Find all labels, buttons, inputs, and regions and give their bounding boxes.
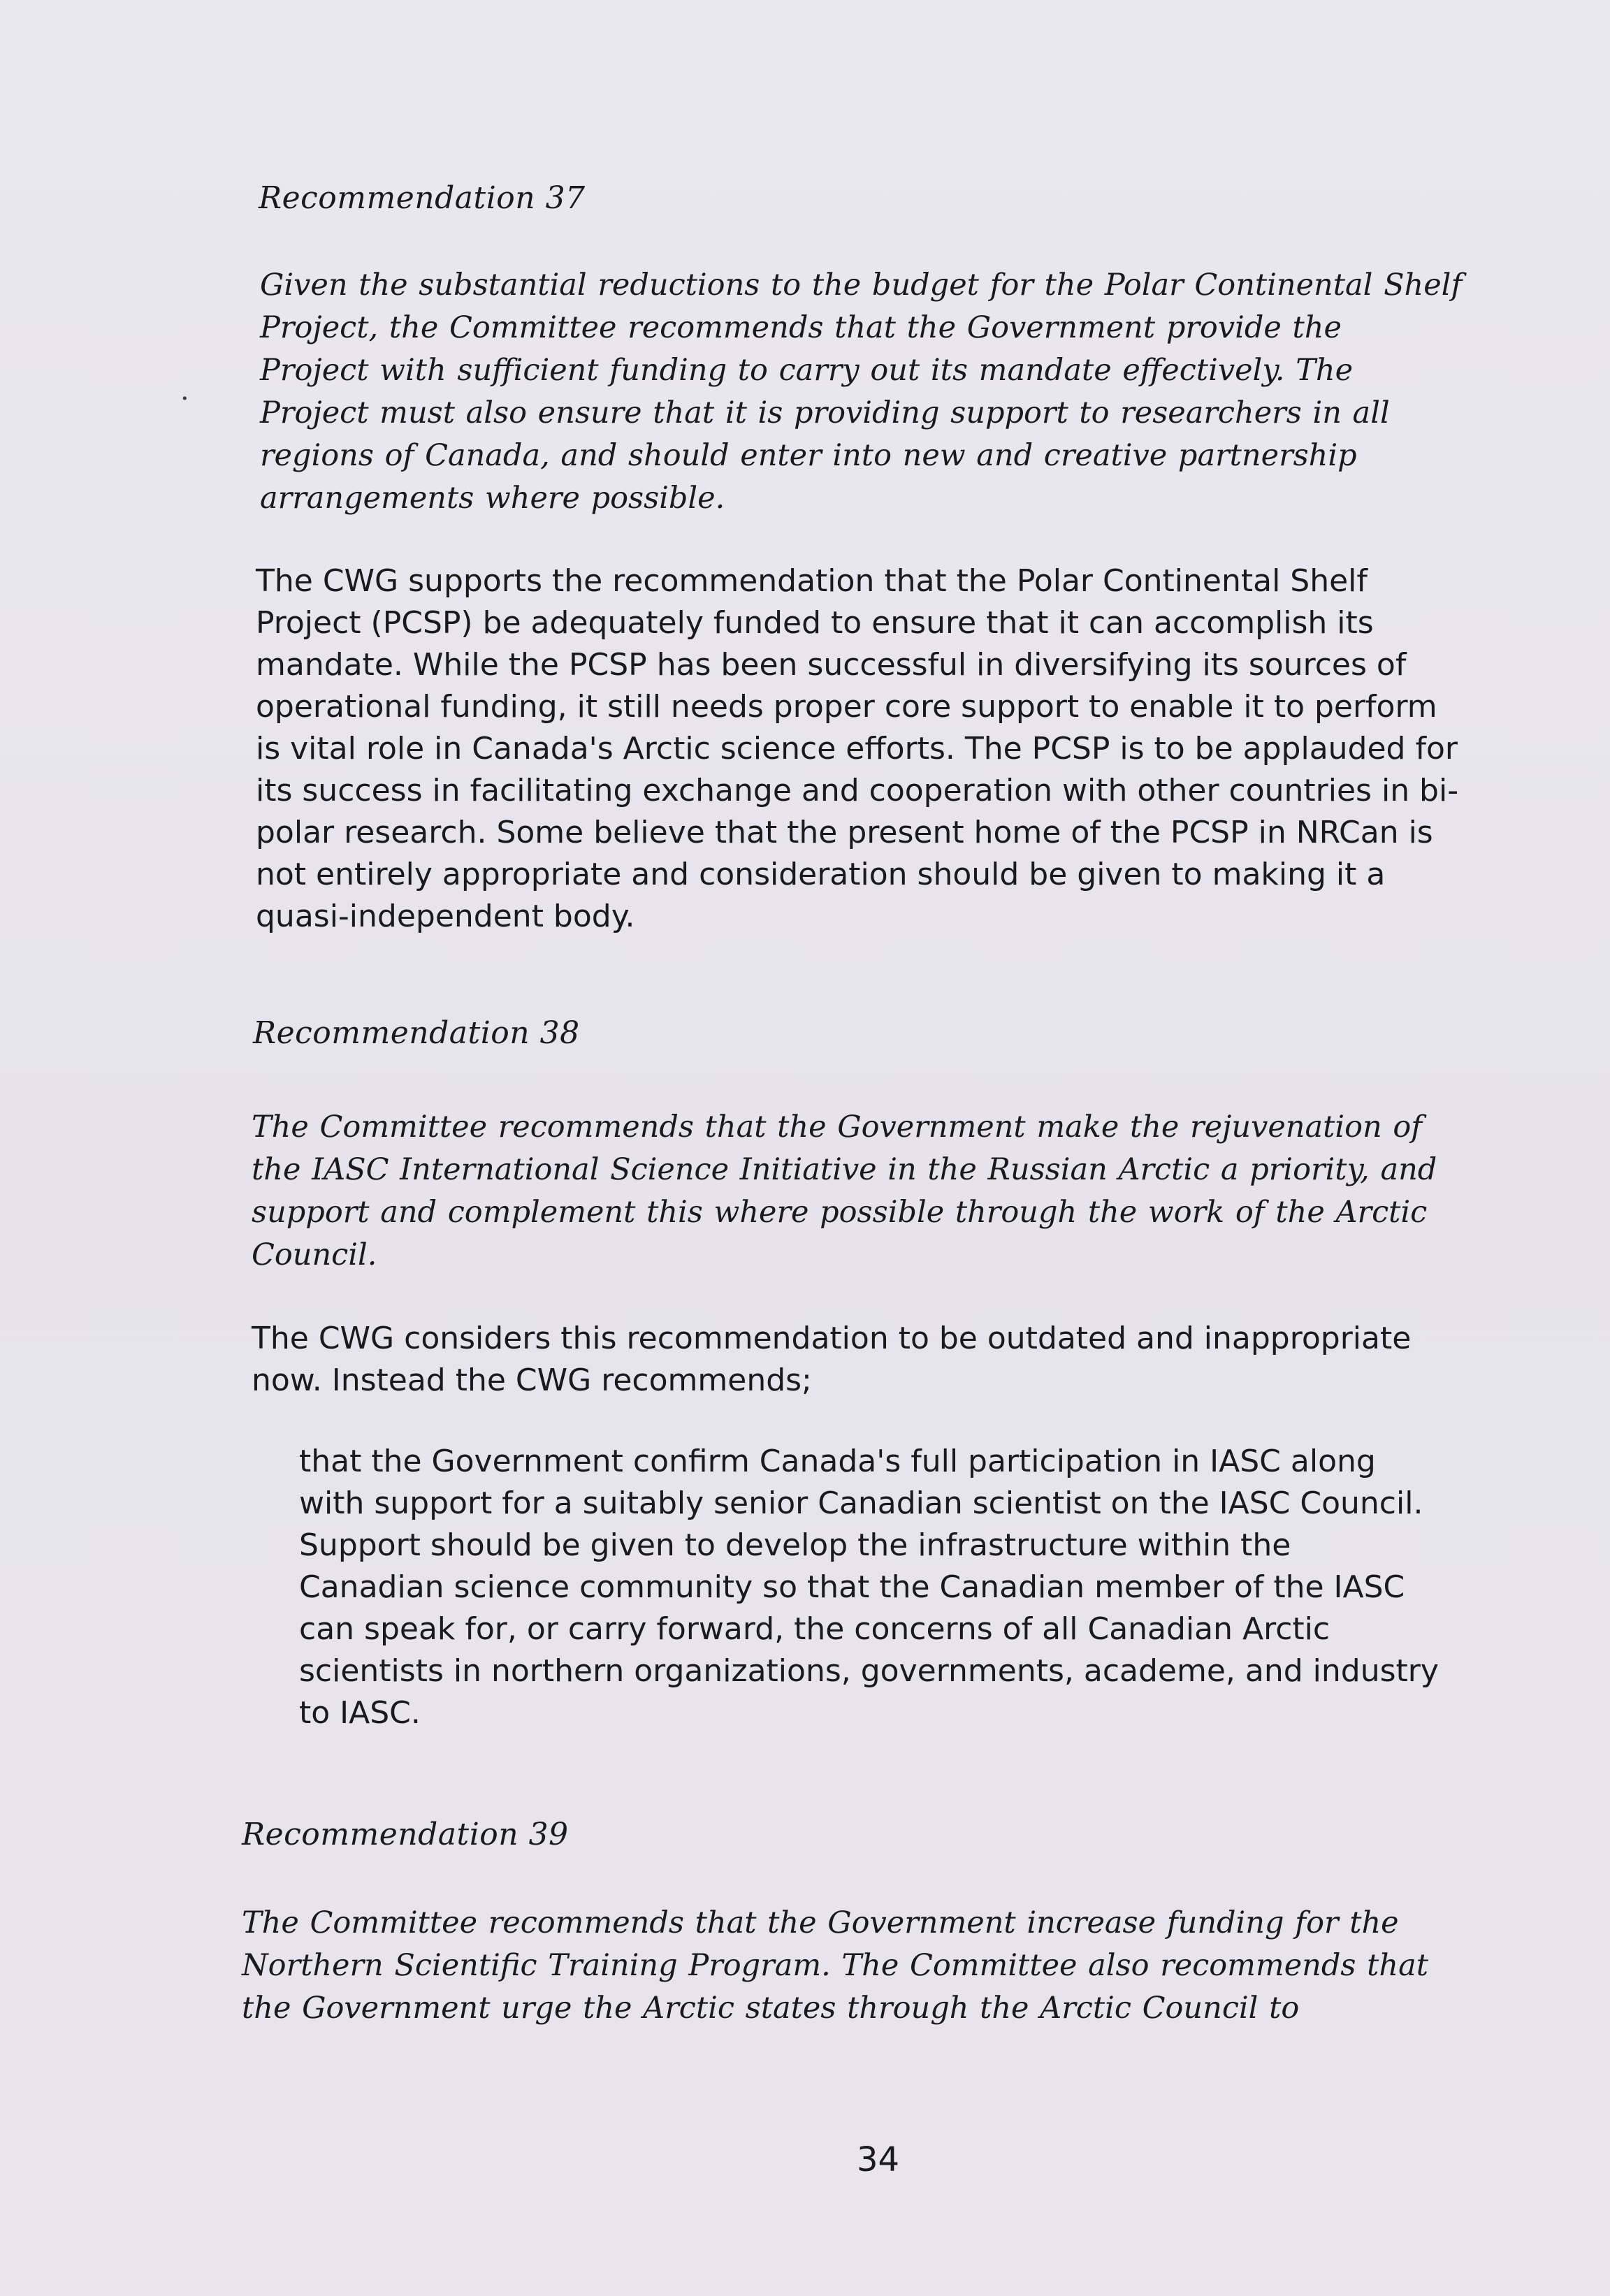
recommendation-39-heading: Recommendation 39 (242, 1817, 569, 1852)
cwg-response-38 (252, 1318, 1536, 1402)
text-line: support and complement this where possible through the work of the Arctic (252, 1195, 1428, 1230)
text-line: Council. (252, 1237, 377, 1272)
recommendation-38-text (252, 1106, 1534, 1277)
text-line: The Committee recommends that the Government increase funding for the (242, 1905, 1399, 1940)
cwg-response-37 (256, 560, 1539, 938)
text-line: The CWG supports the recommendation that the Polar Continental Shelf (256, 563, 1368, 599)
recommendation-37-text (260, 264, 1542, 520)
text-line: can speak for, or carry forward, the concerns of all Canadian Arctic (299, 1611, 1330, 1647)
text-line: that the Government confirm Canada's full participation in IASC along (299, 1444, 1376, 1479)
page-number: 34 (857, 2140, 900, 2179)
text-line: The CWG considers this recommendation to be outdated and inappropriate (252, 1321, 1412, 1356)
text-line: operational funding, it still needs proper core support to enable it to perform (256, 689, 1437, 725)
cwg-recommendation-indented (299, 1441, 1532, 1734)
text-line: Support should be given to develop the infrastructure within the (299, 1527, 1291, 1563)
text-line: scientists in northern organizations, governments, academe, and industry (299, 1653, 1439, 1689)
text-line: with support for a suitably senior Canadian scientist on the IASC Council. (299, 1485, 1423, 1521)
text-line: the Government urge the Arctic states through the Arctic Council to (242, 1991, 1300, 2026)
margin-dot: · (180, 383, 189, 415)
text-line: Given the substantial reductions to the budget for the Polar Continental Shelf (260, 268, 1463, 303)
text-line: is vital role in Canada's Arctic science efforts. The PCSP is to be applauded for (256, 731, 1458, 766)
text-line: polar research. Some believe that the present home of the PCSP in NRCan is (256, 815, 1433, 850)
text-line: Project (PCSP) be adequately funded to ensure that it can accomplish its (256, 605, 1374, 641)
text-line: to IASC. (299, 1695, 421, 1731)
text-line: Project, the Committee recommends that the Government provide the (260, 310, 1342, 345)
text-line: Project must also ensure that it is providing support to researchers in all (260, 395, 1390, 430)
text-line: Northern Scientific Training Program. The Committee also recommends that (242, 1948, 1428, 1983)
text-line: Project with sufficient funding to carry out its mandate effectively. The (260, 353, 1354, 388)
text-line: now. Instead the CWG recommends; (252, 1363, 812, 1398)
recommendation-38-heading: Recommendation 38 (253, 1015, 580, 1051)
text-line: Canadian science community so that the Canadian member of the IASC (299, 1569, 1405, 1605)
text-line: not entirely appropriate and consideration should be given to making it a (256, 857, 1386, 892)
text-line: arrangements where possible. (260, 481, 725, 516)
text-line: its success in facilitating exchange and cooperation with other countries in bi- (256, 773, 1459, 808)
text-line: mandate. While the PCSP has been successful in diversifying its sources of (256, 647, 1407, 683)
text-line: quasi-independent body. (256, 899, 635, 934)
recommendation-37-heading: Recommendation 37 (259, 180, 586, 216)
text-line: the IASC International Science Initiative in the Russian Arctic a priority, and (252, 1152, 1437, 1187)
text-line: regions of Canada, and should enter into new and creative partnership (260, 438, 1357, 473)
text-line: The Committee recommends that the Government make the rejuvenation of (252, 1110, 1423, 1145)
recommendation-39-text (242, 1902, 1526, 2030)
